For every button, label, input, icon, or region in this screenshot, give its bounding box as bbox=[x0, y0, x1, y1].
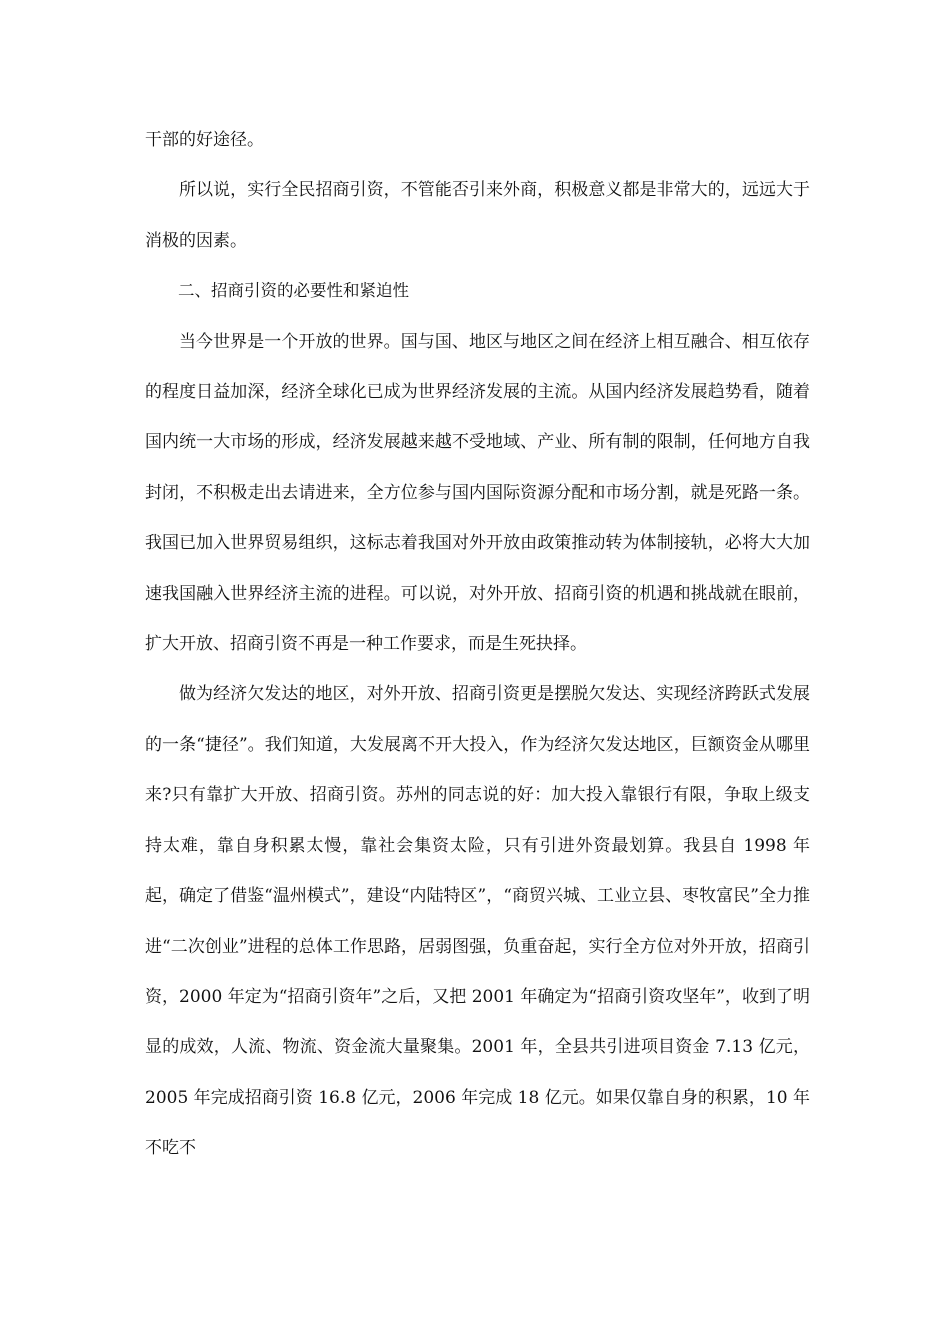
paragraph-conclusion: 所以说，实行全民招商引资，不管能否引来外商，积极意义都是非常大的，远远大于消极的因素。 bbox=[145, 180, 810, 251]
paragraph-open-world: 当今世界是一个开放的世界。国与国、地区与地区之间在经济上相互融合、相互依存的程度日益加深，经济全球化已成为世界经济发展的主流。从国内经济发展趋势看，随着国内统一大市场的形成，经济发展越来越不受地域、产业、所有制的限制，任何地方自我封闭，不积极走出去请进来，全方位参与国内国际资源分配和市场分割，就是死路一条。我国已加入世界贸易组织，这标志着我国对外开放由政策推动转为体制接轨，必将大大加速我国融入世界经济主流的进程。可以说，对外开放、招商引资的机遇和挑战就在眼前，扩大开放、招商引资不再是一种工作要求，而是生死抉择。 bbox=[145, 331, 810, 655]
section-heading: 二、招商引资的必要性和紧迫性 bbox=[178, 281, 409, 301]
paragraph-underdeveloped-region: 做为经济欠发达的地区，对外开放、招商引资更是摆脱欠发达、实现经济跨跃式发展的一条“捷径”。我们知道，大发展离不开大投入，作为经济欠发达地区，巨额资金从哪里来?只有靠扩大开放、招商引资。苏州的同志说的好：加大投入靠银行有限，争取上级支持太难，靠自身积累太慢，靠社会集资太险，只有引进外资最划算。我县自 1998 年起，确定了借鉴“温州模式”，建设“内陆特区”，“商贸兴城、工业立县、枣牧富民”全力推进“二次创业”进程的总体工作思路，居弱图强，负重奋起，实行全方位对外开放，招商引资，2000 年定为“招商引资年”之后，又把 2001 年确定为“招商引资攻坚年”，收到了明显的成效，人流、物流、资金流大量聚集。2001 年，全县共引进项目资金 7.13 亿元，2005 年完成招商引资 16.8 亿元，2006 年完成 18 亿元。如果仅靠自身的积累，10 年不吃不 bbox=[145, 684, 810, 1159]
document-page bbox=[145, 115, 810, 1174]
paragraph-continuation: 干部的好途径。 bbox=[145, 130, 264, 150]
